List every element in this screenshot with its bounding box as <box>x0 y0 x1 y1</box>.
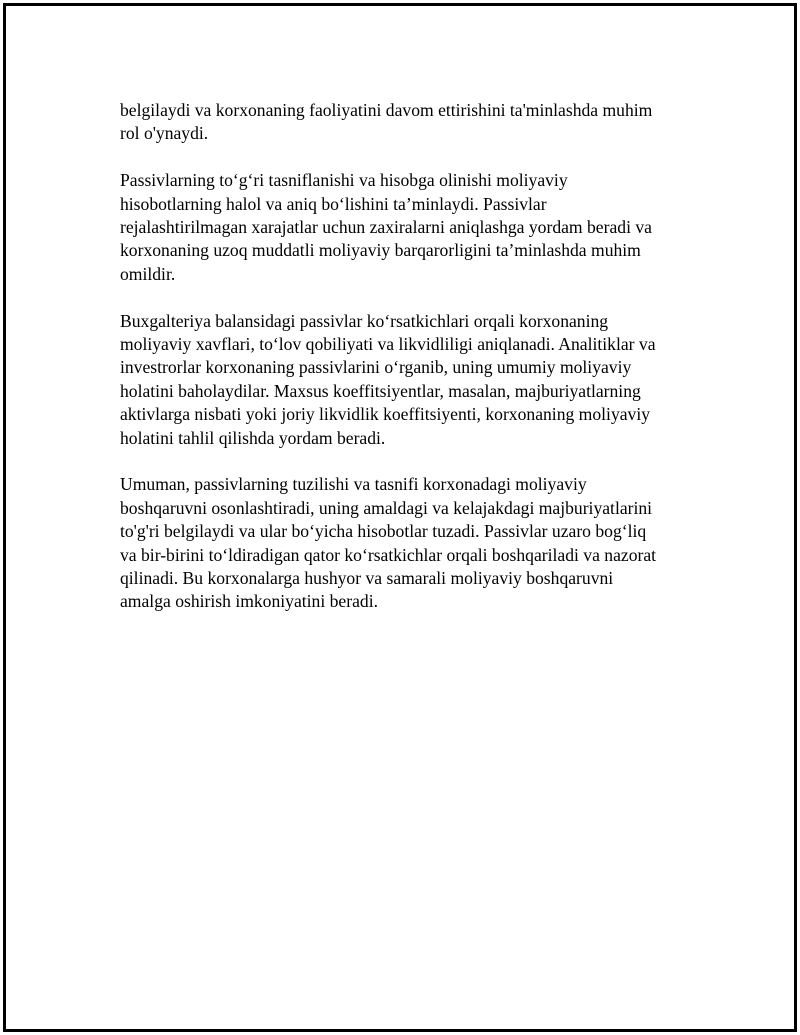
document-body <box>120 99 692 637</box>
paragraph-3: Buxgalteriya balansidagi passivlar ko‘rsatkichlari orqali korxonaning moliyaviy xavflari, to‘lov qobiliyati va likvidliligi aniqlanadi. Analitiklar va investrorlar korxonaning passivlarini o‘rganib, uning umumiy moliyaviy holatini baholaydilar. Maxsus koeffitsiyentlar, masalan, majburiyatlarning aktivlarga nisbati yoki joriy likvidlik koeffitsiyenti, korxonaning moliyaviy holatini tahlil qilishda yordam beradi. <box>120 310 656 448</box>
document-page <box>3 3 797 1032</box>
paragraph-2: Passivlarning to‘g‘ri tasniflanishi va hisobga olinishi moliyaviy hisobotlarning halol va aniq bo‘lishini ta’minlaydi. Passivlar rejalashtirilmagan xarajatlar uchun zaxiralarni aniqlashga yordam beradi va korxonaning uzoq muddatli moliyaviy barqarorligini ta’minlashda muhim omildir. <box>120 170 652 284</box>
paragraph-4: Umuman, passivlarning tuzilishi va tasnifi korxonadagi moliyaviy boshqaruvni osonlashtiradi, uning amaldagi va kelajakdagi majburiyatlarini to'g'ri belgilaydi va ular bo‘yicha hisobotlar tuzadi. Passivlar uzaro bog‘liq va bir-birini to‘ldiradigan qator ko‘rsatkichlar orqali boshqariladi va nazorat qilinadi. Bu korxonalarga hushyor va samarali moliyaviy boshqaruvni amalga oshirish imkoniyatini beradi. <box>120 474 657 612</box>
paragraph-1: belgilaydi va korxonaning faoliyatini davom ettirishini ta'minlashda muhim rol o'ynaydi. <box>120 100 653 144</box>
